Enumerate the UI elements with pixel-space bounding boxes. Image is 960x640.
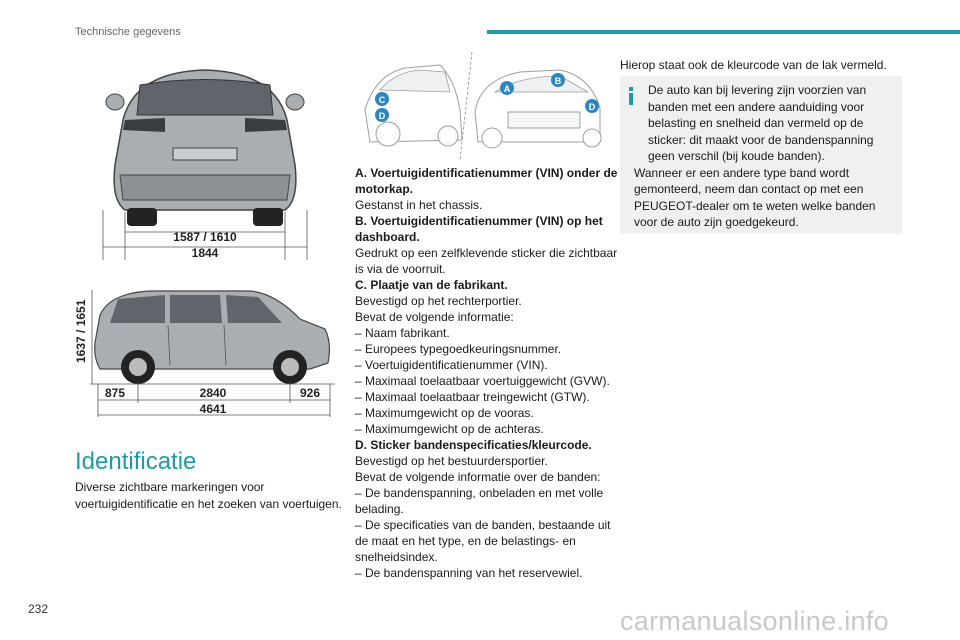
location-heading: C. Plaatje van de fabrikant. xyxy=(355,278,508,292)
location-text: Gestanst in het chassis. xyxy=(355,198,483,212)
location-heading: D. Sticker bandenspecificaties/kleurcode. xyxy=(355,438,592,452)
side-view-figure xyxy=(70,285,340,420)
marker-d-right xyxy=(585,99,599,113)
marker-d-left xyxy=(375,108,389,122)
svg-text:D: D xyxy=(588,102,596,112)
height-label: 1637 / 1651 xyxy=(74,299,88,363)
rear-view-figure xyxy=(95,60,315,270)
location-text: – De specificaties van de banden, bestaande uit de maat en het type, en de belastings- en snelheidsindex. xyxy=(355,518,611,564)
location-text: – Naam fabrikant. xyxy=(355,326,450,340)
header-rule xyxy=(487,30,960,34)
location-text: – Voertuigidentificatienummer (VIN). xyxy=(355,358,548,372)
vin-location-figure xyxy=(360,50,610,162)
vin-locations-list xyxy=(355,165,623,581)
front-overhang-label: 875 xyxy=(104,386,126,400)
location-text: – De bandenspanning van het reservewiel. xyxy=(355,566,583,580)
rear-overhang-label: 926 xyxy=(299,386,321,400)
location-heading: A. Voertuigidentificatienummer (VIN) onder de motorkap. xyxy=(355,166,618,196)
location-text: Bevestigd op het rechterportier. xyxy=(355,294,522,308)
rear-width-label-1: 1587 / 1610 xyxy=(173,230,237,244)
identification-intro: Diverse zichtbare markeringen voor voertuigidentificatie en het zoeken van voertuigen. xyxy=(75,480,342,511)
svg-text:D: D xyxy=(378,111,386,121)
marker-b xyxy=(551,73,565,87)
page-number: 232 xyxy=(28,602,49,616)
location-text: Bevat de volgende informatie over de banden: xyxy=(355,470,601,484)
location-text: Bevat de volgende informatie: xyxy=(355,310,514,324)
info-paragraph-2: Wanneer er een andere type band wordt gemonteerd, neem dan contact op met een PEUGEOT-dealer om te weten welke banden voor de auto zijn goedgekeurd. xyxy=(634,165,876,229)
running-header: Technische gegevens xyxy=(75,26,181,38)
info-icon xyxy=(626,87,636,105)
location-text: – Maximaal toelaatbaar voertuiggewicht (GVW). xyxy=(355,374,610,388)
svg-text:B: B xyxy=(554,76,562,86)
length-label: 4641 xyxy=(199,402,227,416)
marker-c xyxy=(375,92,389,106)
svg-text:C: C xyxy=(378,95,386,105)
identification-title: Identificatie xyxy=(75,448,197,475)
location-text: – Maximaal toelaatbaar treingewicht (GTW). xyxy=(355,390,590,404)
rear-width-label-2: 1844 xyxy=(191,246,219,260)
tyre-info-box xyxy=(620,76,902,234)
location-text: – Maximumgewicht op de vooras. xyxy=(355,406,534,420)
paint-code-note: Hierop staat ook de kleurcode van de lak vermeld. xyxy=(620,58,887,72)
wheelbase-label: 2840 xyxy=(199,386,227,400)
svg-text:A: A xyxy=(503,84,511,94)
marker-a xyxy=(500,81,514,95)
location-text: – Maximumgewicht op de achteras. xyxy=(355,422,544,436)
location-text: – Europees typegoedkeuringsnummer. xyxy=(355,342,562,356)
location-text: – De bandenspanning, onbeladen en met volle belading. xyxy=(355,486,604,516)
location-heading: B. Voertuigidentificatienummer (VIN) op het dashboard. xyxy=(355,214,603,244)
info-paragraph-1: De auto kan bij levering zijn voorzien van banden met een andere aanduiding voor belasting en snelheid dan vermeld op de sticker: dit maakt voor de bandenspanning geen verschil (bij koude banden). xyxy=(648,83,874,163)
watermark: carmanualsonline.info xyxy=(620,606,889,636)
location-text: Bevestigd op het bestuurdersportier. xyxy=(355,454,548,468)
location-text: Gedrukt op een zelfklevende sticker die zichtbaar is via de voorruit. xyxy=(355,246,618,276)
